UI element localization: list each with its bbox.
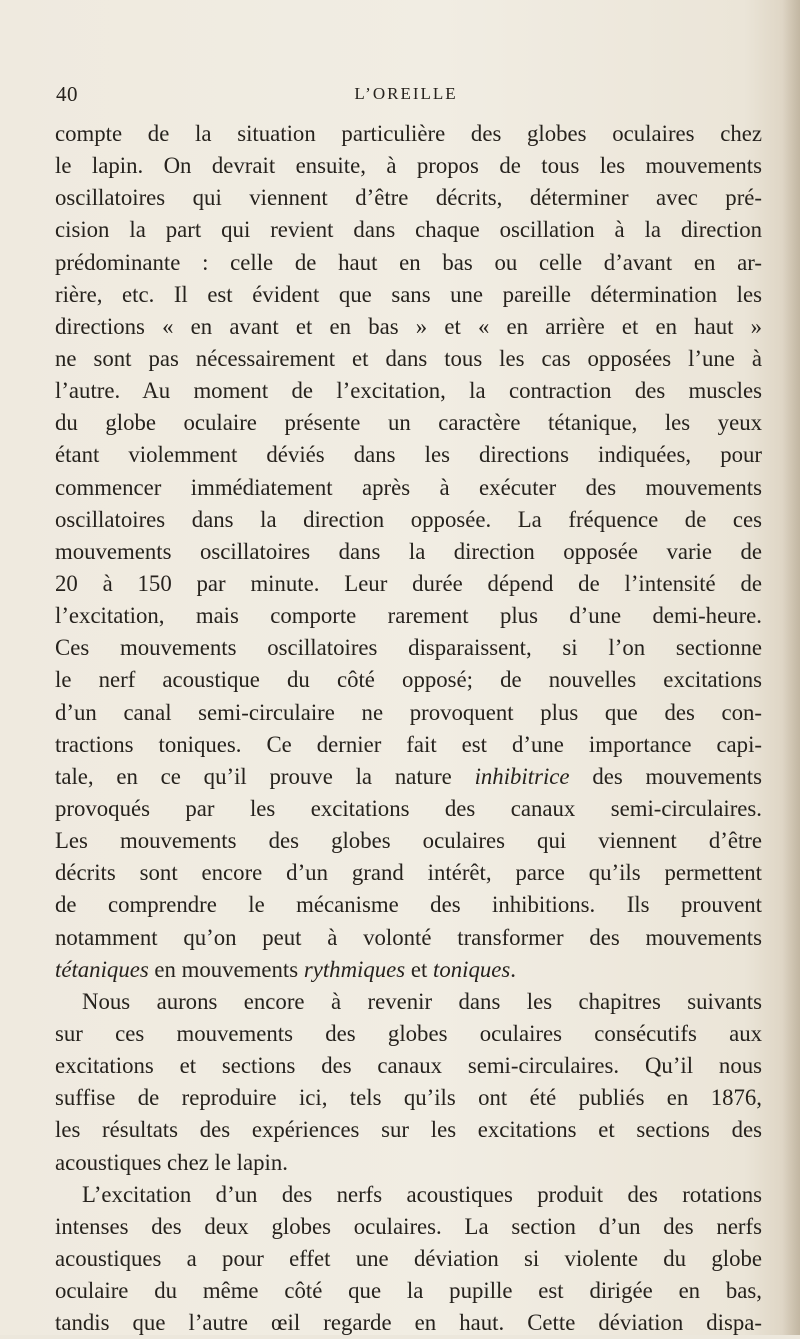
text-line-with-italic [55, 761, 762, 793]
text-line: suffise de reproduire ici, tels qu’ils ont été publiés en 1876, [55, 1085, 762, 1111]
text-line: d’un canal semi-circulaire ne provoquent plus que des con- [55, 699, 762, 725]
text-line: acoustiques a pour effet une déviation si violente du globe [55, 1245, 762, 1271]
text-line: Ces mouvements oscillatoires disparaissent, si l’on sectionne [55, 635, 762, 661]
text-line: oscillatoires qui viennent d’être décrits, déterminer avec pré- [55, 185, 762, 211]
text-line: intenses des deux globes oculaires. La section d’un des nerfs [55, 1213, 762, 1239]
text-line: le nerf acoustique du côté opposé; de nouvelles excitations [55, 667, 762, 693]
running-title: L’OREILLE [354, 84, 458, 103]
text-line: compte de la situation particulière des globes oculaires chez [55, 121, 762, 146]
text-line: Les mouvements des globes oculaires qui viennent d’être [55, 828, 762, 854]
text-segment: et [405, 956, 434, 982]
text-segment: en mouvements [148, 956, 304, 982]
text-line: notamment qu’on peut à volonté transformer des mouvements [55, 924, 762, 950]
text-line: du globe oculaire présente un caractère tétanique, les yeux [55, 410, 762, 436]
text-line: rière, etc. Il est évident que sans une pareille détermination les [55, 281, 762, 307]
text-line: Nous aurons encore à revenir dans les chapitres suivants [82, 988, 762, 1014]
text-line: ne sont pas nécessairement et dans tous les cas opposées l’une à [55, 345, 762, 371]
text-line: l’excitation, mais comporte rarement plus d’une demi-heure. [55, 603, 762, 629]
text-line: provoqués par les excitations des canaux semi-circulaires. [55, 795, 762, 821]
text-line: tandis que l’autre œil regarde en haut. Cette déviation dispa- [55, 1310, 762, 1336]
text-line: décrits sont encore d’un grand intérêt, parce qu’ils permettent [55, 860, 762, 886]
text-line: oscillatoires dans la direction opposée. La fréquence de ces [55, 506, 762, 532]
text-segment: des mouvements [569, 763, 762, 789]
text-line-with-italic [55, 954, 762, 986]
text-line: prédominante : celle de haut en bas ou celle d’avant en ar- [55, 249, 762, 275]
text-line: le lapin. On devrait ensuite, à propos de tous les mouvements [55, 153, 762, 179]
running-head [56, 82, 756, 106]
text-segment: . [510, 956, 516, 982]
text-line: excitations et sections des canaux semi-circulaires. Qu’il nous [55, 1053, 762, 1079]
text-line: mouvements oscillatoires dans la direction opposée varie de [55, 538, 762, 564]
text-line: l’autre. Au moment de l’excitation, la contraction des muscles [55, 378, 762, 404]
text-line: de comprendre le mécanisme des inhibitions. Ils prouvent [55, 892, 762, 918]
text-segment: tale, en ce qu’il prouve la nature [55, 763, 475, 789]
text-line: cision la part qui revient dans chaque oscillation à la direction [55, 217, 762, 243]
body-text [55, 118, 762, 1339]
text-line: 20 à 150 par minute. Leur durée dépend de l’intensité de [55, 570, 762, 596]
text-line: tractions toniques. Ce dernier fait est d’une importance capi- [55, 731, 762, 757]
italic-word: tétaniques [55, 956, 149, 982]
text-line: L’excitation d’un des nerfs acoustiques produit des rotations [82, 1181, 762, 1207]
text-line: oculaire du même côté que la pupille est dirigée en bas, [55, 1278, 762, 1304]
italic-word: rythmiques [303, 956, 406, 982]
text-line: étant violemment déviés dans les directions indiquées, pour [55, 442, 762, 468]
italic-word: inhibitrice [474, 763, 570, 789]
text-line: commencer immédiatement après à exécuter des mouvements [55, 474, 762, 500]
text-line: les résultats des expériences sur les excitations et sections des [55, 1117, 762, 1143]
italic-word: toniques [433, 956, 511, 982]
page-number: 40 [56, 82, 78, 106]
text-line: sur ces mouvements des globes oculaires consécutifs aux [55, 1020, 762, 1046]
text-line: directions « en avant et en bas » et « en arrière et en haut » [55, 313, 762, 339]
page-edge-shadow [782, 0, 800, 1335]
text-line: acoustiques chez le lapin. [55, 1149, 288, 1175]
